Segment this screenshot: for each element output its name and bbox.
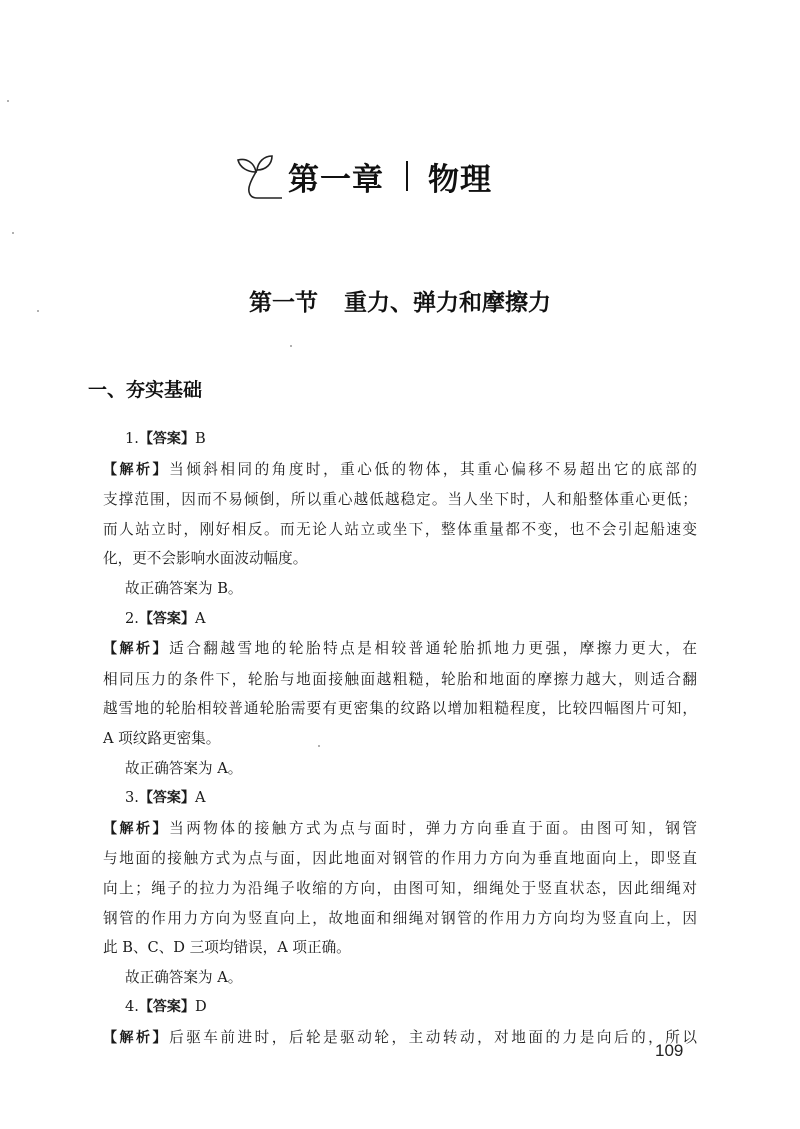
answer-value: A: [194, 609, 206, 627]
answer-value: A: [194, 789, 206, 807]
answer-value: D: [194, 998, 207, 1016]
answer-line: [103, 604, 697, 635]
answer-line: [103, 992, 697, 1023]
conclusion-line: 故正确答案为 B。: [125, 579, 243, 597]
answer-line: [103, 424, 697, 455]
scan-speck: [12, 232, 14, 234]
analysis-line: A 项纹路更密集。: [103, 729, 221, 747]
scan-speck: [318, 745, 320, 747]
conclusion-line: 故正确答案为 A。: [125, 759, 243, 777]
scan-speck: [37, 310, 39, 312]
analysis-line: [103, 455, 697, 486]
analysis-line: 化，更不会影响水面波动幅度。: [103, 550, 308, 568]
analysis-text: 适合翻越雪地的轮胎特点是相较普通轮胎抓地力更强，摩擦力更大，在: [169, 640, 697, 658]
answer-tag: 【答案】: [138, 790, 195, 807]
analysis-line: 相同压力的条件下，轮胎与地面接触面越粗糙，轮胎和地面的摩擦力越大，则适合翻: [103, 670, 697, 688]
analysis-tag: 【解析】: [103, 641, 170, 658]
conclusion-line: 故正确答案为 A。: [125, 968, 243, 986]
answer-list: [103, 424, 697, 1053]
section-label: 第一节: [249, 290, 318, 316]
item-number: 1.: [125, 430, 139, 447]
answer-line: [103, 783, 697, 814]
page-number: 109: [655, 1041, 684, 1060]
analysis-line: [103, 634, 697, 665]
analysis-tag: 【解析】: [103, 820, 170, 837]
item-number: 2.: [125, 609, 139, 627]
analysis-line: 此 B、C、D 三项均错误，A 项正确。: [103, 939, 351, 957]
analysis-line: 而人站立时，刚好相反。而无论人站立或坐下，整体重量都不变，也不会引起船速变: [103, 520, 697, 538]
analysis-line: 越雪地的轮胎相较普通轮胎需要有更密集的纹路以增加粗糙程度，比较四幅图片可知，: [103, 700, 697, 718]
analysis-line: [103, 814, 697, 845]
analysis-line: [103, 1023, 697, 1054]
chapter-heading: [228, 146, 492, 206]
analysis-line: 钢管的作用力方向为竖直向上，故地面和细绳对钢管的作用力方向均为竖直向上，因: [103, 909, 697, 927]
analysis-tag: 【解析】: [103, 1029, 170, 1046]
scan-speck: [290, 345, 292, 347]
chapter-subject: 物理: [428, 161, 492, 198]
answer-tag: 【答案】: [138, 610, 195, 627]
answer-tag: 【答案】: [138, 431, 195, 447]
analysis-line: 支撑范围，因而不易倾倒，所以重心越低越稳定。当人坐下时，人和船整体重心更低；: [103, 491, 697, 509]
analysis-text: 当两物体的接触方式为点与面时，弹力方向垂直于面。由图可知，钢管: [169, 819, 697, 837]
analysis-text: 当倾斜相同的角度时，重心低的物体，其重心偏移不易超出它的底部的: [169, 460, 697, 478]
sprout-icon: [228, 148, 286, 204]
analysis-tag: 【解析】: [103, 461, 170, 478]
item-number: 3.: [125, 789, 139, 807]
item-number: 4.: [125, 998, 139, 1016]
chapter-title: 第一章: [288, 161, 384, 198]
subsection-title: 一、夯实基础: [88, 379, 203, 401]
chapter-divider: [406, 161, 408, 191]
answer-value: B: [194, 430, 206, 447]
analysis-text: 后驱车前进时，后轮是驱动轮，主动转动，对地面的力是向后的，所以: [169, 1028, 697, 1046]
scan-speck: [7, 100, 9, 102]
analysis-line: 与地面的接触方式为点与面，因此地面对钢管的作用力方向为垂直地面向上，即竖直: [103, 850, 697, 868]
analysis-line: 向上；绳子的拉力为沿绳子收缩的方向，由图可知，细绳处于竖直状态，因此细绳对: [103, 879, 697, 897]
section-title: [0, 284, 800, 317]
answer-tag: 【答案】: [138, 999, 195, 1016]
section-name: 重力、弹力和摩擦力: [344, 290, 551, 316]
